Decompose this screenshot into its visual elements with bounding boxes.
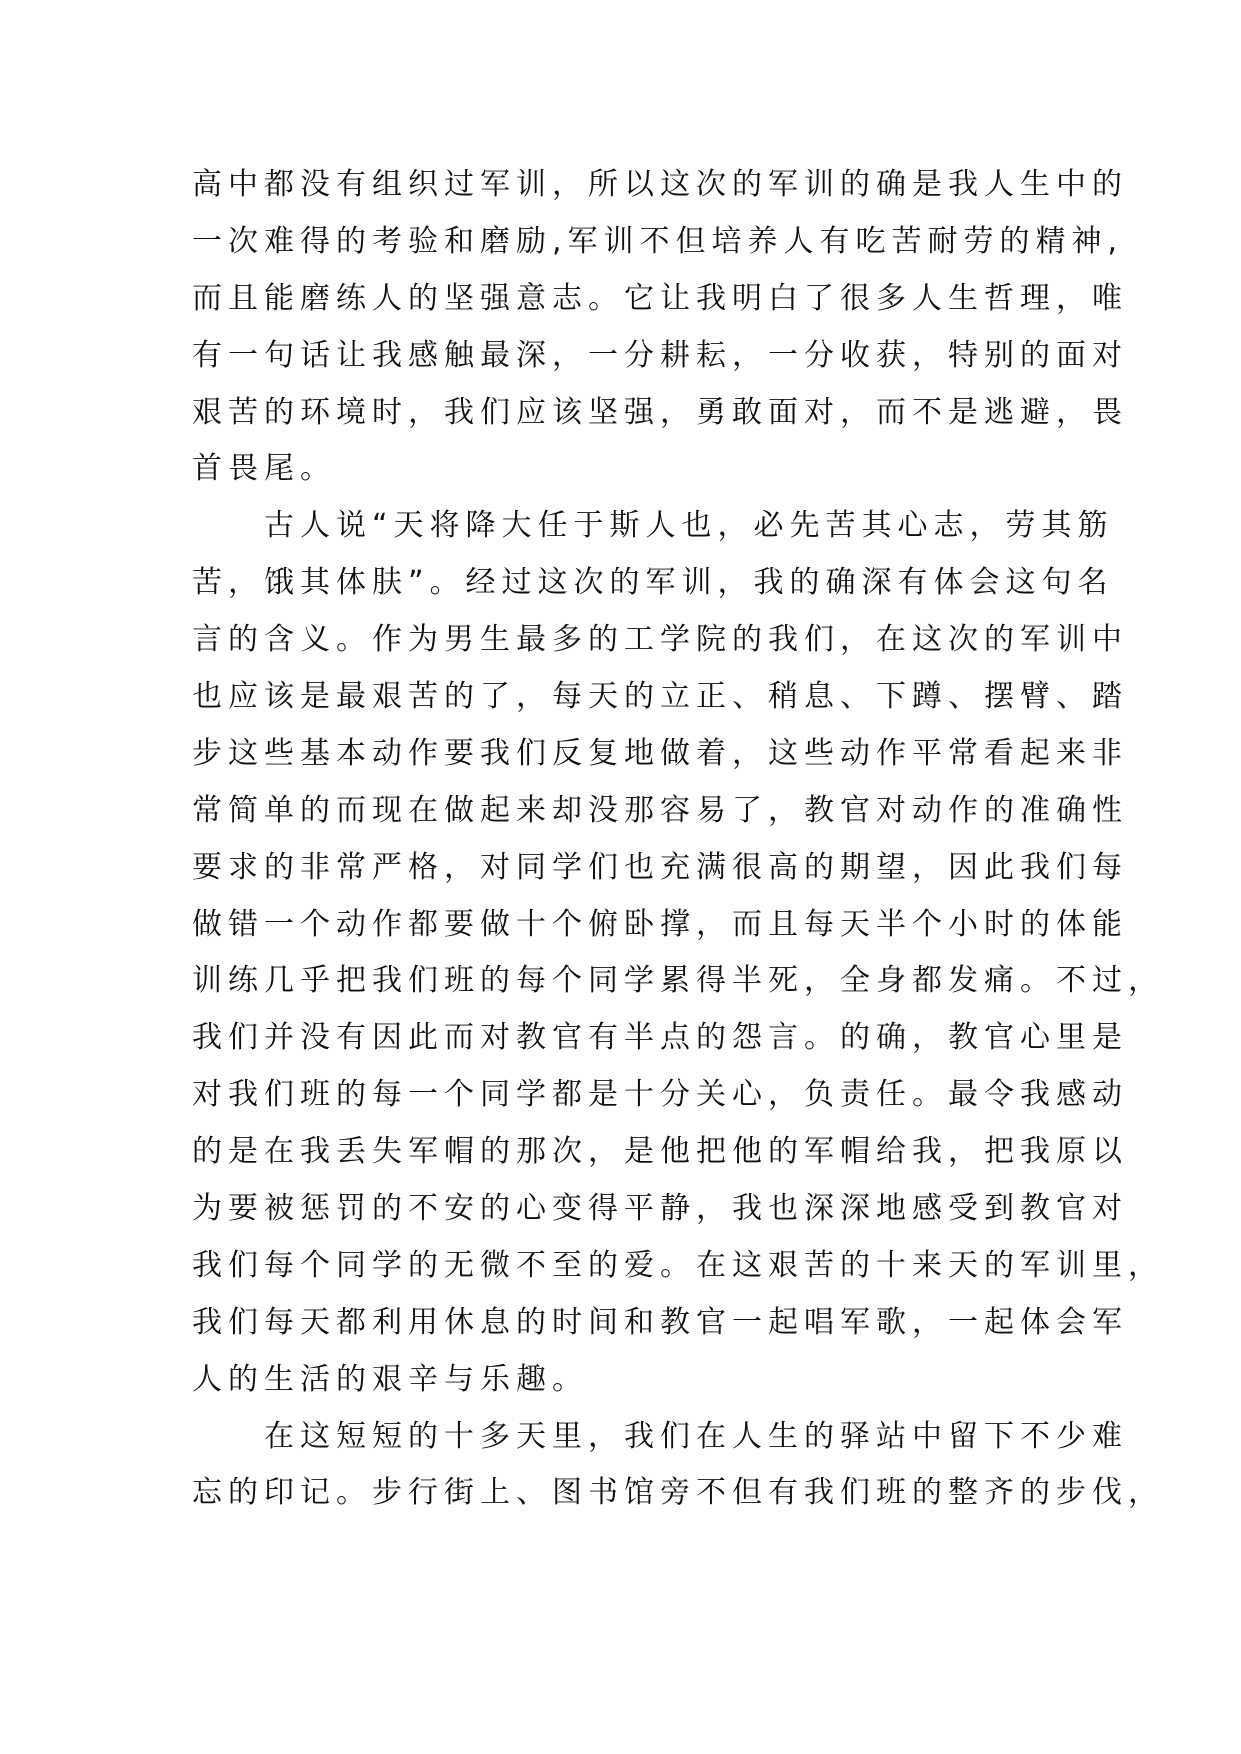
text-line-23: 在这短短的十多天里，我们在人生的驿站中留下不少难 — [192, 1418, 1128, 1454]
text-line-5: 艰苦的环境时，我们应该坚强，勇敢面对，而不是逃避，畏 — [192, 394, 1128, 430]
text-line-22: 人的生活的艰辛与乐趣。 — [192, 1361, 588, 1397]
text-line-9: 言的含义。作为男生最多的工学院的我们，在这次的军训中 — [192, 622, 1128, 658]
text-line-16: 我们并没有因此而对教官有半点的怨言。的确，教官心里是 — [192, 1020, 1128, 1056]
text-line-4: 有一句话让我感触最深，一分耕耘，一分收获，特别的面对 — [192, 337, 1128, 373]
text-line-14: 做错一个动作都要做十个俯卧撑，而且每天半个小时的体能 — [192, 906, 1128, 942]
text-line-24: 忘的印记。步行街上、图书馆旁不但有我们班的整齐的步伐， — [192, 1475, 1164, 1511]
text-line-21: 我们每天都利用休息的时间和教官一起唱军歌，一起体会军 — [192, 1304, 1128, 1340]
body-text — [192, 157, 1164, 1522]
text-line-15: 训练几乎把我们班的每个同学累得半死，全身都发痛。不过， — [192, 963, 1164, 999]
text-line-8: 苦，饿其体肤”。经过这次的军训，我的确深有体会这句名 — [192, 565, 1114, 601]
text-line-12: 常简单的而现在做起来却没那容易了，教官对动作的准确性 — [192, 792, 1128, 828]
text-line-18: 的是在我丢失军帽的那次，是他把他的军帽给我，把我原以 — [192, 1134, 1128, 1170]
text-line-1: 高中都没有组织过军训，所以这次的军训的确是我人生中的 — [192, 167, 1128, 202]
text-line-3: 而且能磨练人的坚强意志。它让我明白了很多人生哲理，唯 — [192, 280, 1128, 316]
text-line-7: 古人说“天将降大任于斯人也，必先苦其心志，劳其筋 — [192, 508, 1114, 544]
text-line-19: 为要被惩罚的不安的心变得平静，我也深深地感受到教官对 — [192, 1191, 1128, 1227]
text-line-11: 步这些基本动作要我们反复地做着，这些动作平常看起来非 — [192, 735, 1128, 771]
text-line-6: 首畏尾。 — [192, 451, 336, 487]
text-line-13: 要求的非常严格，对同学们也充满很高的期望，因此我们每 — [192, 849, 1128, 885]
text-line-2: 一次难得的考验和磨励,军训不但培养人有吃苦耐劳的精神, — [192, 223, 1124, 259]
text-line-17: 对我们班的每一个同学都是十分关心，负责任。最令我感动 — [192, 1077, 1128, 1113]
text-line-20: 我们每个同学的无微不至的爱。在这艰苦的十来天的军训里， — [192, 1247, 1164, 1283]
text-line-10: 也应该是最艰苦的了，每天的立正、稍息、下蹲、摆臂、踏 — [192, 679, 1128, 715]
